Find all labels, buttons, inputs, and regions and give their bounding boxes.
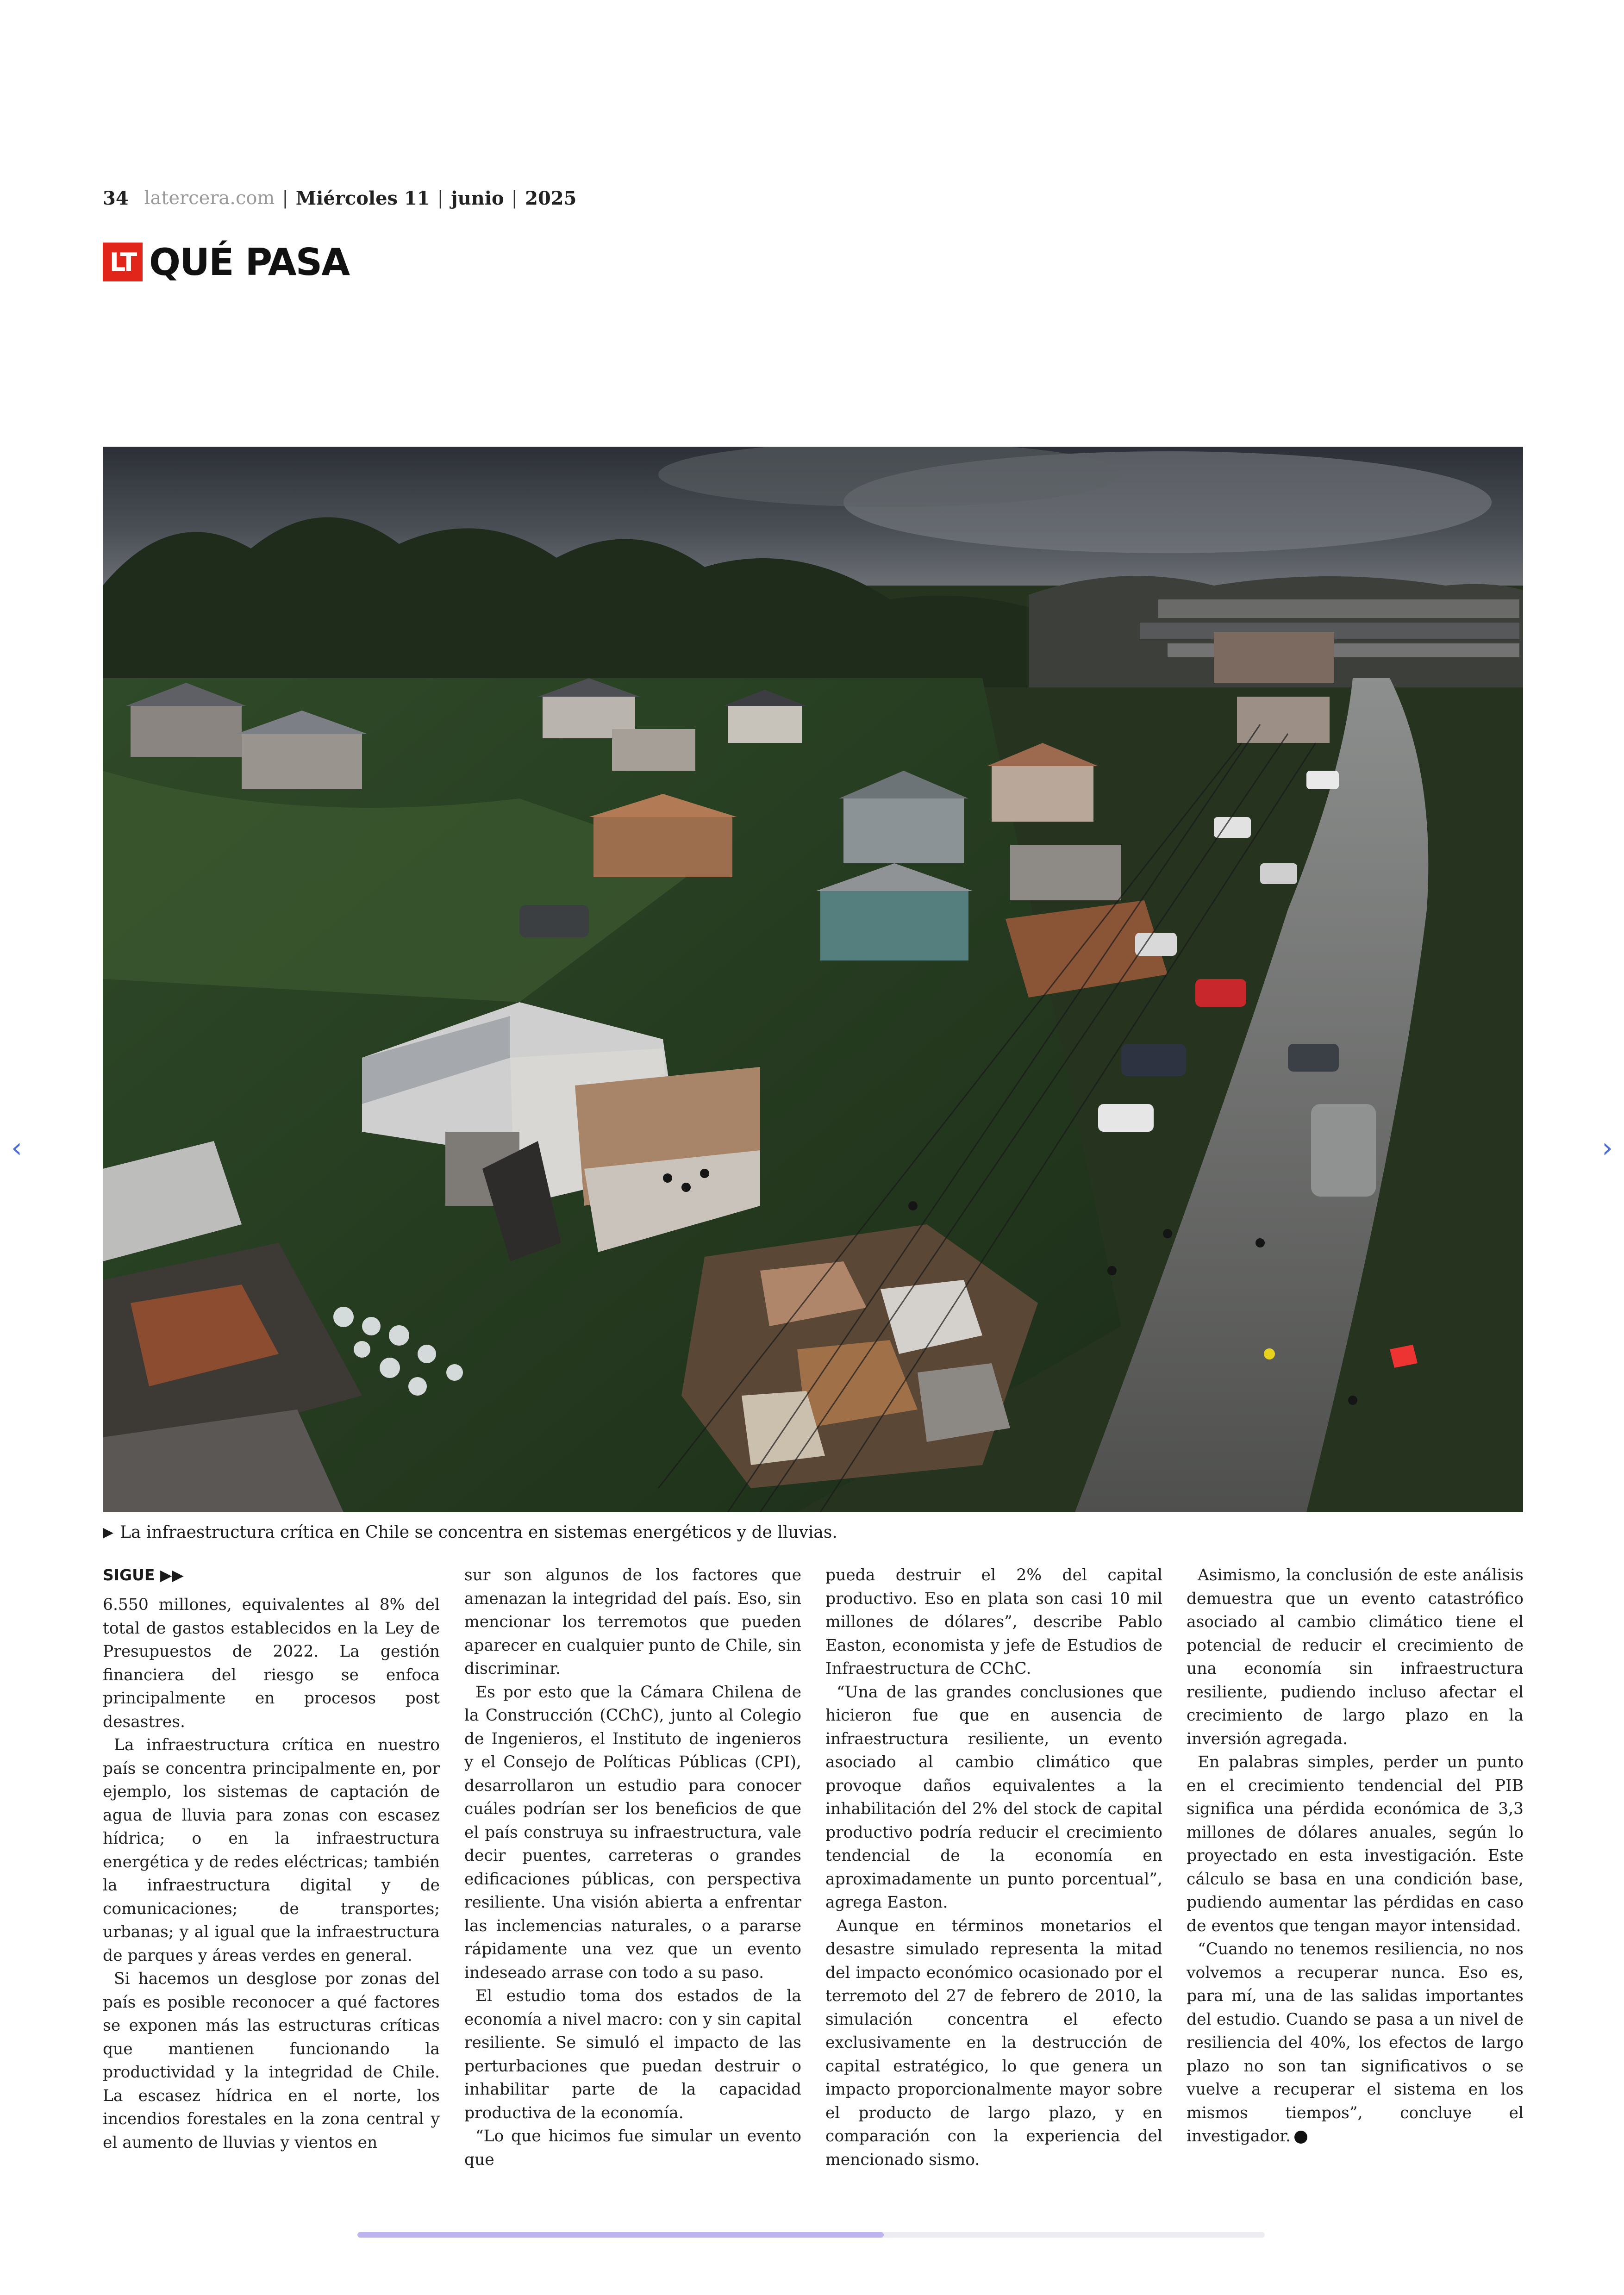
- paragraph: En palabras simples, perder un punto en el crecimiento tendencial del PIB significa una pérdida económica de 3,3 millones de dólares anuales, según lo proyectado en esta investigación. Este cálculo se basa en una condición base, pudiendo aumentar las pérdidas en caso de eventos que tengan mayor intensidad.: [1187, 1753, 1524, 1935]
- article-column-2: [464, 1564, 801, 2171]
- next-page-button[interactable]: [1593, 1129, 1621, 1166]
- article-column-4: [1187, 1564, 1524, 2148]
- paragraph: Aunque en términos monetarios el desastre simulado representa la mitad del impacto económico ocasionado por el terremoto del 27 de febrero de 2010, la simulación concentra el efecto exclusivamente en la destrucción de capital estratégico, lo que genera un impacto proporcionalmente mayor sobre el producto de largo plazo, y en comparación con la experiencia del mencionado sismo.: [825, 1916, 1162, 2169]
- paragraph-text: “Cuando no tenemos resiliencia, no nos volvemos a recuperar nunca. Eso es, para mí, una de las salidas importantes del estudio. Cuando se pasa a un nivel de resiliencia del 40%, los efectos de largo plazo no son tan significativos o se vuelve a recuperar el sistema en los mismos tiempos”, concluye el investigador.: [1187, 1940, 1524, 2145]
- end-mark-icon: [1294, 2131, 1307, 2144]
- reading-progress-fill: [357, 2232, 884, 2238]
- photo-caption: [103, 1517, 1523, 1547]
- caption-marker: ▶: [103, 1524, 114, 1540]
- page-number: 34: [103, 187, 129, 209]
- chevron-left-icon: ‹: [11, 1132, 22, 1164]
- reading-progress-bar[interactable]: [357, 2232, 1265, 2238]
- lt-logo-mark: LT: [103, 243, 143, 281]
- chevron-right-icon: ›: [1602, 1132, 1613, 1164]
- article-column-1: [103, 1564, 440, 2154]
- caption-text: La infraestructura crítica en Chile se concentra en sistemas energéticos y de lluvias.: [120, 1522, 837, 1542]
- header-divider: |: [511, 187, 518, 209]
- paragraph: Es por esto que la Cámara Chilena de la Construcción (CChC), junto al Colegio de Ingenieros, el Instituto de ingenieros y el Consejo de Políticas Públicas (CPI), desarrollaron un estudio para conocer cuáles podrían ser los beneficios de que el país construya su infraestructura, vale decir puentes, carreteras o grandes edificaciones públicas, con perspectiva resiliente. Una visión abierta a enfrentar las inclemencias naturales, o a pararse rápidamente una vez que un evento indeseado arrase con todo a su paso.: [464, 1683, 801, 1982]
- paragraph-final: [1187, 1938, 1524, 2148]
- previous-page-button[interactable]: [3, 1129, 31, 1166]
- header-divider: |: [437, 187, 444, 209]
- paragraph: 6.550 millones, equivalentes al 8% del total de gastos establecidos en la Ley de Presupuestos de 2022. La gestión financiera del riesgo se enfoca principalmente en procesos post desastres.: [103, 1596, 440, 1731]
- section-name: QUÉ PASA: [149, 240, 350, 284]
- article-photo: [103, 447, 1523, 1512]
- article-column-3: [825, 1564, 1162, 2171]
- storm-damage-aerial-photo: [103, 447, 1523, 1512]
- continue-label: SIGUE ▶▶: [103, 1566, 184, 1584]
- paragraph: La infraestructura crítica en nuestro país se concentra principalmente en, por ejemplo, los sistemas de captación de agua de lluvia para zonas con escasez hídrica; o en la infraestructura energética y de redes eléctricas; también la infraestructura digital y de comunicaciones; de transportes; urbanas; y al igual que la infraestructura de parques y áreas verdes en general.: [103, 1736, 440, 1965]
- paragraph: El estudio toma dos estados de la economía a nivel macro: con y sin capital resiliente. Se simuló el impacto de las perturbaciones que puedan destruir o inhabilitar parte de la capacidad productiva de la economía.: [464, 1987, 801, 2122]
- header-year: 2025: [525, 187, 577, 209]
- paragraph: Si hacemos un desglose por zonas del país es posible reconocer a qué factores se exponen más las estructuras críticas que mantienen funcionando la productividad y la integridad de Chile. La escasez hídrica en el norte, los incendios forestales en la zona central y el aumento de lluvias y vientos en: [103, 1970, 440, 2152]
- paragraph: “Una de las grandes conclusiones que hicieron fue que en ausencia de infraestructura resiliente, un evento asociado al cambio climático que provoque daños equivalentes a la inhabilitación del 2% del stock de capital productivo podría reducir el crecimiento tendencial de la economía en aproximadamente un punto porcentual”, agrega Easton.: [825, 1683, 1162, 1912]
- paragraph: pueda destruir el 2% del capital productivo. Eso en plata son casi 10 mil millones de dólares”, describe Pablo Easton, economista y jefe de Estudios de Infraestructura de CChC.: [825, 1566, 1162, 1678]
- header-day: Miércoles 11: [295, 187, 430, 209]
- paragraph: “Lo que hicimos fue simular un evento que: [464, 2127, 801, 2169]
- section-logo: [103, 241, 349, 283]
- paragraph: Asimismo, la conclusión de este análisis demuestra que un evento catastrófico asociado al cambio climático tiene el potencial de reducir el crecimiento de una economía sin infraestructura resiliente, pudiendo incluso afectar el crecimiento de largo plazo en la inversión agregada.: [1187, 1566, 1524, 1748]
- site-name[interactable]: latercera.com: [144, 187, 275, 209]
- page-header: [103, 184, 576, 212]
- paragraph: sur son algunos de los factores que amenazan la integridad del país. Eso, sin mencionar los terremotos que pueden aparecer en cualquier punto de Chile, sin discriminar.: [464, 1566, 801, 1678]
- header-month: junio: [451, 187, 504, 209]
- header-divider: |: [282, 187, 288, 209]
